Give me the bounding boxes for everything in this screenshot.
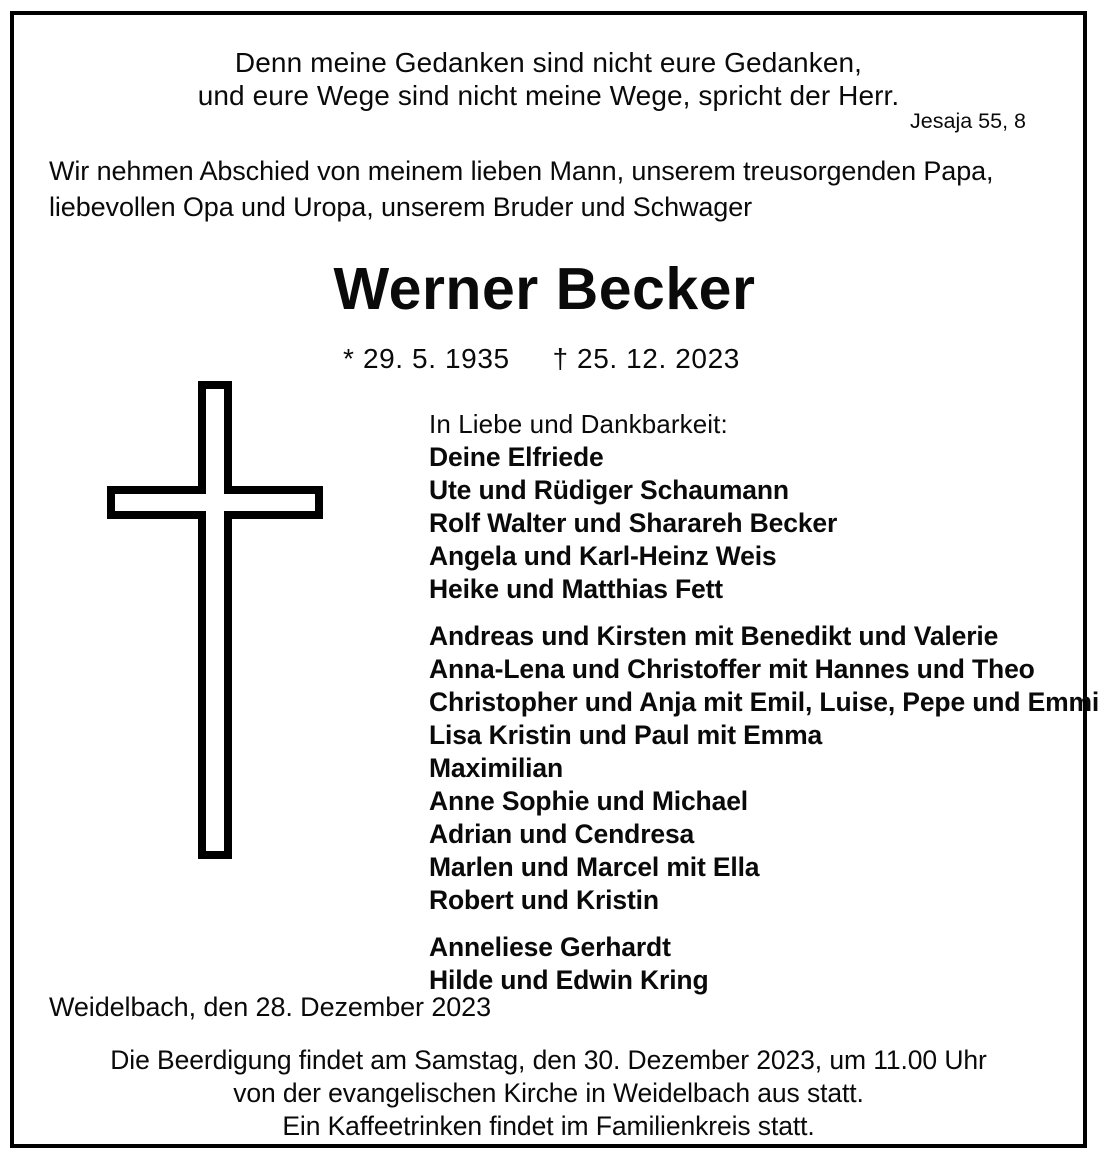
mourner-line: Anna-Lena und Christoffer mit Hannes und Theo [429, 654, 1035, 684]
mourner-line: Heike und Matthias Fett [429, 574, 723, 604]
mourner-line: Maximilian [429, 753, 563, 783]
birth-symbol: * [343, 343, 355, 374]
scripture-attribution: Jesaja 55, 8 [910, 109, 1026, 133]
latin-cross-icon [104, 377, 330, 863]
mourner-line: Christopher und Anja mit Emil, Luise, Pepe und Emmi [429, 687, 1100, 717]
mourner-group-2 [429, 620, 1100, 917]
mourner-group-3 [429, 931, 1079, 997]
mourners-heading: In Liebe und Dankbarkeit: [429, 409, 728, 439]
mourner-line: Andreas und Kirsten mit Benedikt und Valerie [429, 621, 999, 651]
scripture-quote-line-2: und eure Wege sind nicht meine Wege, spricht der Herr. [197, 80, 900, 111]
mourner-line: Rolf Walter und Sharareh Becker [429, 508, 838, 538]
death-symbol: † [552, 343, 569, 374]
funeral-details-line-1: Die Beerdigung findet am Samstag, den 30. Dezember 2023, um 11.00 Uhr [110, 1045, 987, 1075]
intro-line-1: Wir nehmen Abschied von meinem lieben Mann, unserem treusorgenden Papa, [49, 156, 994, 186]
deceased-name: Werner Becker [333, 256, 756, 322]
mourner-line: Marlen und Marcel mit Ella [429, 852, 760, 882]
mourner-line: Deine Elfriede [429, 442, 604, 472]
mourner-line: Robert und Kristin [429, 885, 659, 915]
mourner-line: Lisa Kristin und Paul mit Emma [429, 720, 823, 750]
mourner-line: Hilde und Edwin Kring [429, 965, 709, 995]
mourner-line: Anneliese Gerhardt [429, 932, 671, 962]
death-date: 25. 12. 2023 [577, 343, 740, 374]
mourners-block [429, 408, 1100, 997]
life-dates [7, 343, 1076, 375]
obituary-frame [10, 11, 1100, 1148]
mourner-line: Ute und Rüdiger Schaumann [429, 475, 789, 505]
place-and-date: Weidelbach, den 28. Dezember 2023 [49, 992, 491, 1022]
intro-line-2: liebevollen Opa und Uropa, unserem Bruder und Schwager [49, 192, 753, 222]
funeral-details-line-2: von der evangelischen Kirche in Weidelbach aus statt. [233, 1078, 864, 1108]
scripture-quote-line-1: Denn meine Gedanken sind nicht eure Gedanken, [234, 47, 863, 78]
mourner-line: Anne Sophie und Michael [429, 786, 748, 816]
mourner-line: Adrian und Cendresa [429, 819, 695, 849]
funeral-details-line-3: Ein Kaffeetrinken findet im Familienkreis statt. [282, 1111, 815, 1141]
birth-date: 29. 5. 1935 [362, 343, 510, 374]
mourner-group-1 [429, 441, 1079, 606]
mourner-line: Angela und Karl-Heinz Weis [429, 541, 777, 571]
